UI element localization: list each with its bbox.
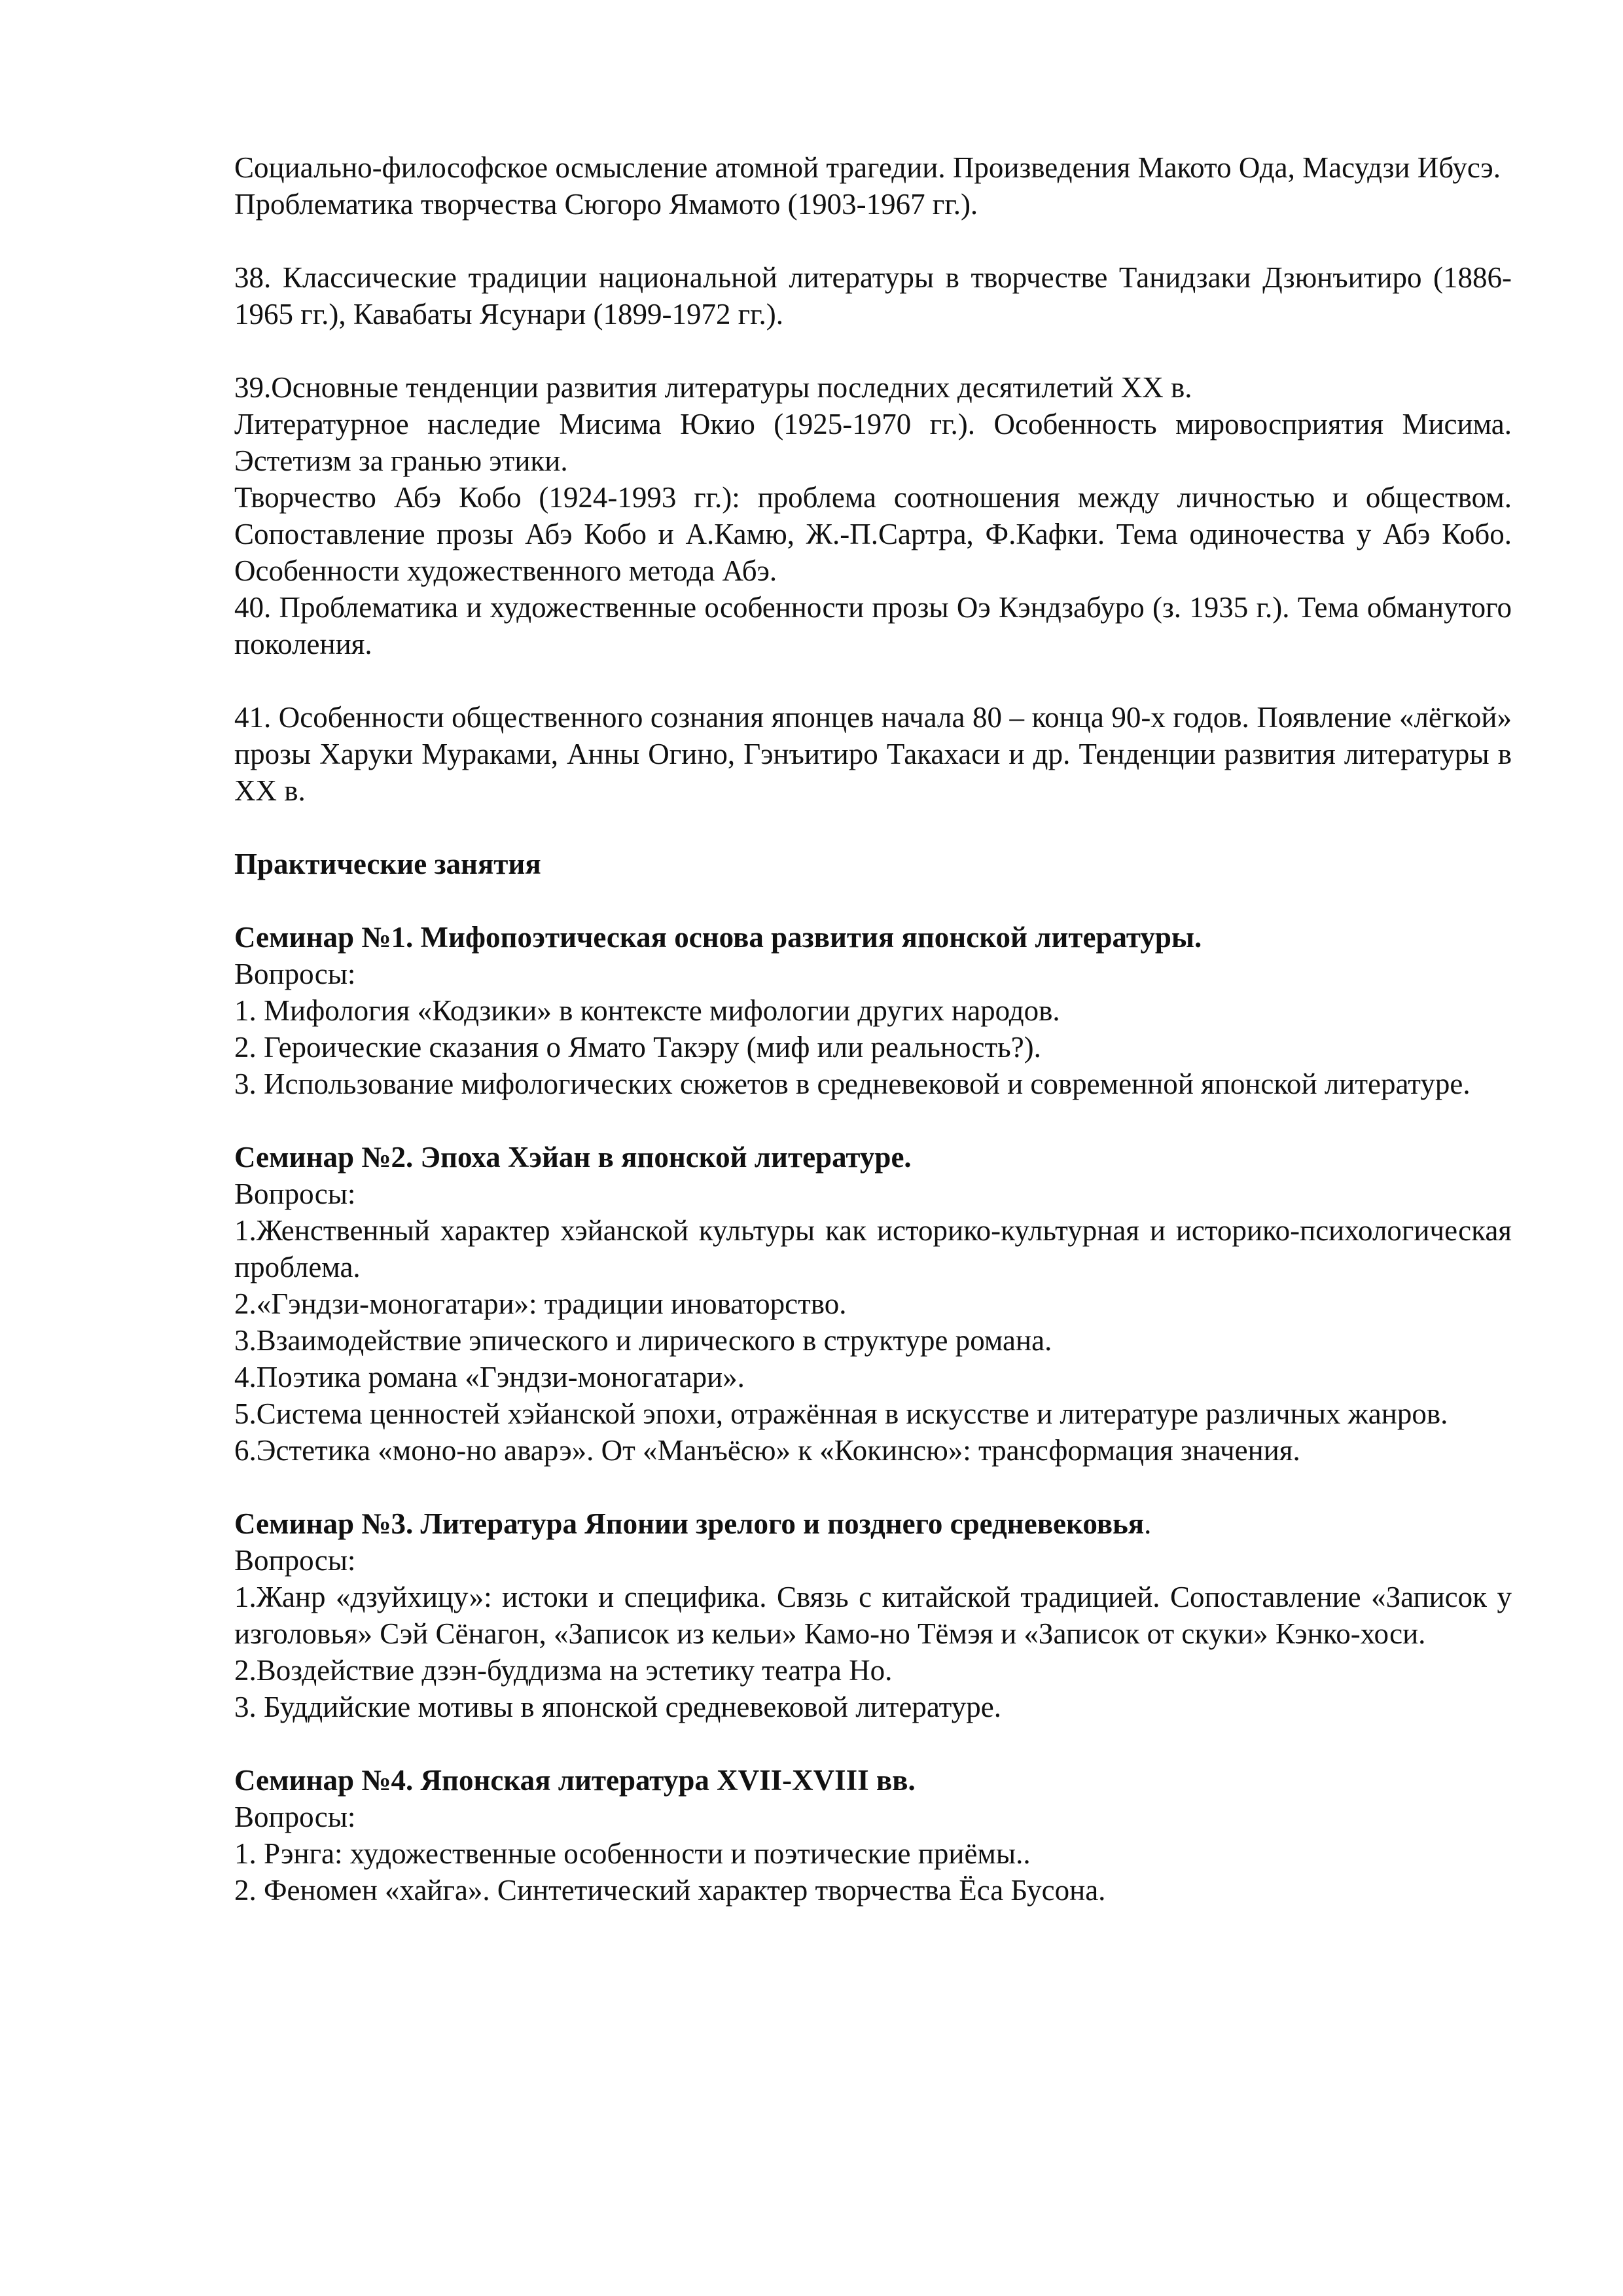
heading-text: Семинар №3. Литература Японии зрелого и позднего средневековья <box>234 1507 1145 1540</box>
paragraph: 2. Феномен «хайга». Синтетический характер творчества Ёса Бусона. <box>234 1874 1106 1907</box>
paragraph: 2.«Гэндзи-моногатари»: традиции иноваторство. <box>234 1287 847 1320</box>
section-heading <box>234 1139 1512 1175</box>
paragraph-spacer <box>234 1469 1512 1505</box>
heading-text: Семинар №4. Японская литература XVII-XVIII вв. <box>234 1764 916 1797</box>
paragraph: Литературное наследие Мисима Юкио (1925-1970 гг.). Особенность мировосприятия Мисима. Эстетизм за гранью этики. <box>234 408 1512 477</box>
paragraph: 1. Рэнга: художественные особенности и поэтические приёмы.. <box>234 1837 1031 1870</box>
section-heading <box>234 919 1512 956</box>
paragraph: Творчество Абэ Кобо (1924-1993 гг.): проблема соотношения между личностью и обществом. Сопоставление прозы Абэ Кобо и А.Камю, Ж.-П.Сартра, Ф.Кафки. Тема одиночества у Абэ Кобо. Особенности художественного метода Абэ. <box>234 481 1512 587</box>
paragraph-spacer <box>234 809 1512 846</box>
paragraph: 5.Система ценностей хэйанской эпохи, отражённая в искусстве и литературе различных жанров. <box>234 1397 1448 1430</box>
paragraph-spacer <box>234 223 1512 259</box>
heading-suffix: . <box>1144 1507 1152 1540</box>
paragraph: Вопросы: <box>234 1544 356 1577</box>
heading-text: Практические занятия <box>234 848 541 880</box>
paragraph: 1.Жанр «дзуйхицу»: истоки и специфика. Связь с китайской традицией. Сопоставление «Записок у изголовья» Сэй Сёнагон, «Записок из кельи» Камо-но Тёмэя и «Записок от скуки» Кэнко-хоси. <box>234 1581 1512 1650</box>
paragraph: 3. Буддийские мотивы в японской средневековой литературе. <box>234 1691 1001 1723</box>
paragraph: 2.Воздействие дзэн-буддизма на эстетику театра Но. <box>234 1654 893 1687</box>
paragraph: 6.Эстетика «моно-но аварэ». От «Манъёсю» к «Кокинсю»: трансформация значения. <box>234 1434 1300 1467</box>
paragraph: 3.Взаимодействие эпического и лирического в структуре романа. <box>234 1324 1052 1357</box>
paragraph: 41. Особенности общественного сознания японцев начала 80 – конца 90-х годов. Появление «лёгкой» прозы Харуки Мураками, Анны Огино, Гэнъитиро Такахаси и др. Тенденции развития литературы в XX в. <box>234 701 1512 807</box>
section-heading <box>234 1505 1512 1542</box>
paragraph: 1.Женственный характер хэйанской культуры как историко-культурная и историко-психологическая проблема. <box>234 1214 1512 1283</box>
paragraph: Социально-философское осмысление атомной трагедии. Произведения Макото Ода, Масудзи Ибусэ. <box>234 151 1501 184</box>
paragraph-spacer <box>234 882 1512 919</box>
paragraph-spacer <box>234 332 1512 369</box>
paragraph-spacer <box>234 1102 1512 1139</box>
paragraph: 39.Основные тенденции развития литературы последних десятилетий XX в. <box>234 371 1192 404</box>
paragraph: 1. Мифология «Кодзики» в контексте мифологии других народов. <box>234 994 1060 1027</box>
heading-text: Семинар №1. Мифопоэтическая основа развития японской литературы. <box>234 921 1202 954</box>
paragraph: 4.Поэтика романа «Гэндзи-моногатари». <box>234 1361 745 1393</box>
document-body <box>234 149 1512 1909</box>
section-heading <box>234 1762 1512 1799</box>
heading-text: Семинар №2. Эпоха Хэйан в японской литературе. <box>234 1141 912 1174</box>
paragraph: Вопросы: <box>234 1177 356 1210</box>
document-page <box>234 149 1512 1909</box>
paragraph: Проблематика творчества Сюгоро Ямамото (1903-1967 гг.). <box>234 188 978 221</box>
section-heading <box>234 846 1512 882</box>
paragraph: 40. Проблематика и художественные особенности прозы Оэ Кэндзабуро (з. 1935 г.). Тема обманутого поколения. <box>234 591 1512 660</box>
paragraph: 2. Героические сказания о Ямато Такэру (миф или реальность?). <box>234 1031 1041 1064</box>
paragraph-spacer <box>234 662 1512 699</box>
paragraph: Вопросы: <box>234 1801 356 1833</box>
paragraph: 38. Классические традиции национальной литературы в творчестве Танидзаки Дзюнъитиро (1886-1965 гг.), Кавабаты Ясунари (1899-1972 гг.). <box>234 261 1512 331</box>
paragraph-spacer <box>234 1725 1512 1762</box>
paragraph: Вопросы: <box>234 958 356 990</box>
paragraph: 3. Использование мифологических сюжетов в средневековой и современной японской литературе. <box>234 1067 1471 1100</box>
